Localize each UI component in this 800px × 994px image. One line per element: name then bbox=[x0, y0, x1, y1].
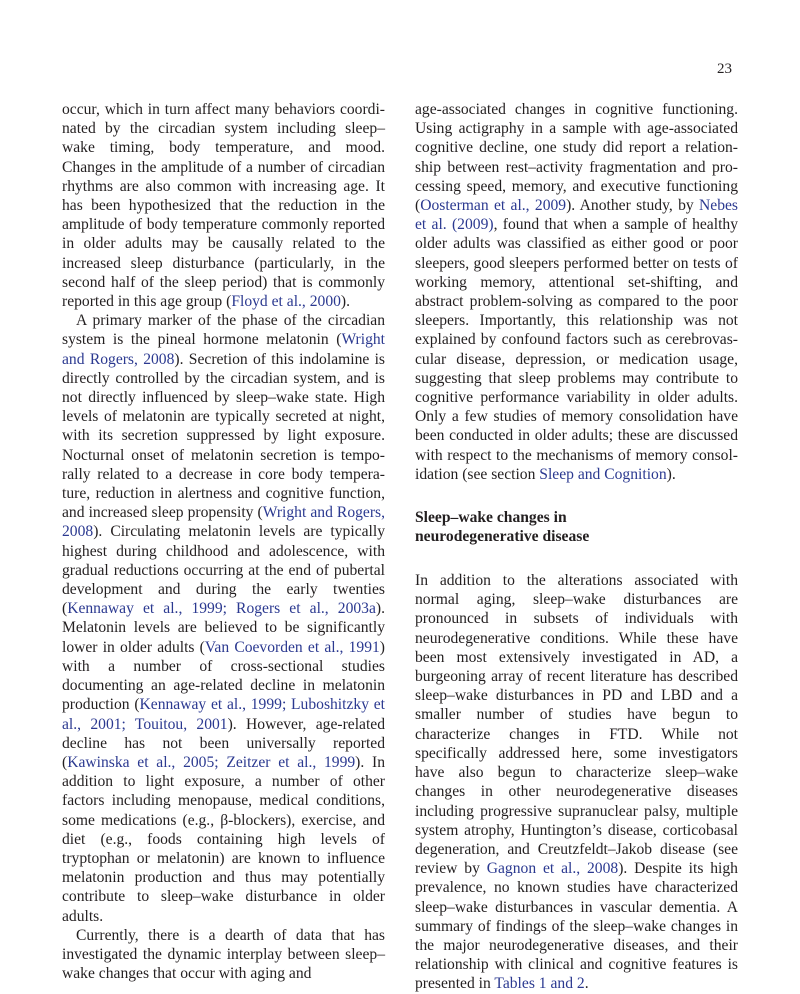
citation-link[interactable]: Kawinska et al., 2005; Zeitzer et al., 1999 bbox=[67, 753, 356, 771]
citation-link[interactable]: Kennaway et al., 1999; Rogers et al., 2003a bbox=[67, 600, 376, 618]
section-heading-line: neurodegenerative disease bbox=[415, 528, 590, 546]
right-column bbox=[415, 100, 738, 994]
citation-link[interactable]: Wright and Rogers, 2008 bbox=[62, 504, 386, 541]
section-heading bbox=[415, 508, 738, 546]
citation-link[interactable]: Kennaway et al., 1999; Luboshitzky et al., 2001; Touitou, 2001 bbox=[62, 696, 385, 733]
citation-link[interactable]: Sleep and Cognition bbox=[539, 465, 667, 483]
page-number: 23 bbox=[717, 61, 732, 77]
citation-link[interactable]: Wright and Rogers, 2008 bbox=[62, 331, 385, 368]
citation-link[interactable]: Floyd et al., 2000 bbox=[231, 293, 341, 311]
paragraph: occur, which in turn affect many behaviors coordinated by the circadian system including sleep–wake timing, body temperature, and mood. Changes in the amplitude of a number of circadian rhythms are also common with increasing age. It has been hypothesized that the reduction in the amplitude of body temperature commonly reported in older adults may be causally related to the increased sleep disturbance (particularly, in the second half of the sleep period) that is commonly reported in this age group (Floyd et al., 2000). bbox=[62, 101, 385, 311]
citation-link[interactable]: Tables 1 and 2 bbox=[494, 975, 585, 993]
citation-link[interactable]: Oosterman et al., 2009 bbox=[420, 197, 567, 215]
paragraph: Currently, there is a dearth of data that has investigated the dynamic interplay between sleep–wake changes that occur with aging and bbox=[62, 926, 385, 983]
citation-link[interactable]: Van Coevorden et al., 1991 bbox=[204, 638, 380, 656]
left-column bbox=[62, 100, 385, 983]
paragraph: A primary marker of the phase of the circadian system is the pineal hormone melatonin (Wright and Rogers, 2008). Secretion of this indolamine is directly controlled by the circadian system, and is not directly influenced by sleep–wake state. High levels of melatonin are typically secreted at night, with its secretion suppressed by light exposure. Nocturnal onset of melatonin secretion is temporally related to a decrease in core body temperature, reduction in alertness and cognitive function, and increased sleep propensity (Wright and Rogers, 2008). Circulating melatonin levels are typically highest during childhood and adolescence, with gradual reductions occurring at the end of pubertal development and during the early twenties (Kennaway et al., 1999; Rogers et al., 2003a). Melatonin levels are believed to be significantly lower in older adults (Van Coevorden et al., 1991) with a number of cross-sectional studies documenting an age-related decline in melatonin production (Kennaway et al., 1999; Luboshitzky et al., 2001; Touitou, 2001). However, age-related decline has not been universally reported (Kawinska et al., 2005; Zeitzer et al., 1999). In addition to light exposure, a number of other factors including menopause, medical conditions, some medications (e.g., β-blockers), exercise, and diet (e.g., foods containing high levels of tryptophan or melatonin) are known to influence melatonin production and thus may potentially contribute to sleep–wake disturbance in older adults. bbox=[62, 312, 386, 925]
paragraph: In addition to the alterations associated with normal aging, sleep–wake disturbances are pronounced in subsets of individuals with neurodegenerative conditions. While these have been most extensively investigated in AD, a burgeoning array of recent literature has described sleep–wake disturbances in PD and LBD and a smaller number of studies have begun to characterize changes in FTD. While not specifically addressed here, some investigators have also begun to characterize sleep–wake changes in other neurodegenerative diseases including progressive supranuclear palsy, multiple system atrophy, Huntington’s disease, corticobasal degeneration, and Creutzfeldt–Jakob disease (see review by Gagnon et al., 2008). Despite its high prevalence, no known studies have characterized sleep–wake disturbances in vascular dementia. A summary of findings of the sleep–wake changes in the major neurodegenerative diseases, and their relationship with clinical and cognitive features is presented in Tables 1 and 2. bbox=[415, 572, 738, 993]
paragraph: age-associated changes in cognitive functioning. Using actigraphy in a sample with age-associated cognitive decline, one study did report a relationship between rest–activity fragmentation and processing speed, memory, and executive functioning (Oosterman et al., 2009). Another study, by Nebes et al. (2009), found that when a sample of healthy older adults was classified as either good or poor sleepers, good sleepers performed better on tests of working memory, attentional set-shifting, and abstract problem-solving as compared to the poor sleepers. Importantly, this relationship was not explained by confound factors such as cerebrovascular disease, depression, or medication usage, suggesting that sleep problems may contribute to cognitive performance variability in older adults. Only a few studies of memory consolidation have been conducted in older adults; these are discussed with respect to the mechanisms of memory consolidation (see section Sleep and Cognition). bbox=[415, 101, 739, 483]
section-heading-line: Sleep–wake changes in bbox=[415, 509, 567, 527]
citation-link[interactable]: Nebes et al. (2009) bbox=[415, 197, 739, 234]
citation-link[interactable]: Gagnon et al., 2008 bbox=[486, 860, 619, 878]
